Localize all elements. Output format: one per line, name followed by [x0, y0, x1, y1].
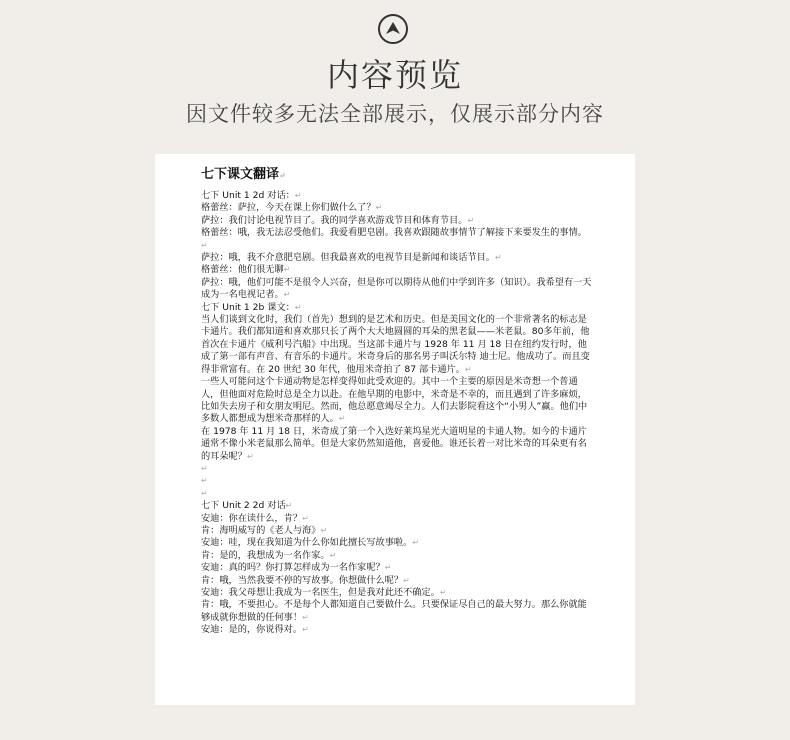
paragraph-mark: ↵ [201, 240, 208, 250]
document-line [201, 488, 593, 500]
paragraph-mark: ↵ [294, 302, 302, 312]
paragraph-mark: ↵ [294, 191, 302, 200]
document-lines [201, 190, 593, 637]
arrow-up-icon [384, 20, 402, 38]
document-preview [155, 154, 635, 705]
paragraph-mark: ↵ [464, 364, 472, 374]
paragraph-mark: ↵ [467, 215, 475, 225]
paragraph-mark: ↵ [283, 290, 291, 300]
document-line: 七下 Unit 2 2d 对话↵ [201, 500, 293, 512]
paragraph-mark: ↵ [283, 265, 291, 275]
paragraph-mark: ↵ [403, 575, 410, 585]
paragraph-mark: ↵ [320, 525, 328, 535]
document-line [201, 475, 593, 487]
paragraph-mark: ↵ [439, 588, 447, 597]
paragraph-mark: ↵ [375, 203, 383, 213]
document-line: 肯：哦，不要担心。不是每个人都知道自己要做什么。只要保证尽自己的最大努力。那么你就能够成就你想做的任何事！↵ [201, 599, 587, 623]
page-title: 内容预览 [326, 56, 463, 94]
paragraph-mark: ↵ [338, 414, 346, 424]
document-line: 萨拉：哦，他们可能不是很令人兴奋，但是你可以期待从他们中学到许多（知识）。我希望有一天成为一名电视记者。↵ [201, 276, 592, 301]
document-line: 格蕾丝：他们很无聊↵ [201, 264, 291, 276]
paragraph-mark: ↵ [495, 253, 502, 263]
scroll-up-icon[interactable] [378, 14, 408, 44]
document-line: 肯：海明威写的《老人与海》↵ [201, 524, 328, 536]
paragraph-mark: ↵ [302, 625, 309, 635]
document-body [201, 166, 593, 637]
paragraph-mark: ↵ [302, 612, 309, 622]
paragraph-mark: ↵ [201, 476, 208, 486]
document-line: 当人们谈到文化时，我们（首先）想到的是艺术和历史。但是美国文化的一个非常著名的标志是卡通片。我们都知道和喜欢那只长了两个大大地圆圆的耳朵的黑老鼠——米老鼠。80多年前，他首次在卡通片《威利号汽船》中出现。当这部卡通片与 1928 年 11 月 18 日在纽约发行时，他成了第一部有声音、有音乐的卡通片。米奇身后的那名男子叫沃尔特 迪士尼。他成功了。而且变得非常富有。在 20 世纪 30 年代，他用米奇拍了 87 部卡通片。↵ [201, 314, 590, 375]
paragraph-mark: ↵ [302, 513, 309, 523]
paragraph-mark: ↵ [201, 488, 208, 498]
document-line: 七下 Unit 1 2d 对话：↵ [201, 190, 302, 201]
document-line: 萨拉：我们讨论电视节目了。我的同学喜欢游戏节目和体育节目。↵ [201, 214, 475, 226]
paragraph-mark: ↵ [285, 501, 293, 511]
document-line: 在 1978 年 11 月 18 日，米奇成了第一个入选好莱坞星光大道明星的卡通人物。如今的卡通片通常不像小米老鼠那么简单。但是大家仍然知道他，喜爱他。谁还长着一对比米奇的耳朵更有名的耳朵呢？↵ [201, 425, 587, 462]
paragraph-mark: ↵ [384, 563, 392, 573]
document-line: 安迪：你在读什么，肯？↵ [201, 512, 309, 524]
document-title: 七下课文翻译↵ [201, 167, 286, 182]
document-line: 肯：哦，当然我要不停的写故事。你想做什么呢？↵ [201, 574, 410, 586]
document-line: 安迪：哇，现在我知道为什么你如此擅长写故事啦。↵ [201, 537, 420, 549]
document-line: 一些人可能问这个卡通动物是怎样变得如此受欢迎的。其中一个主要的原因是米奇想一个普通人，但他面对危险时总是全力以赴。在他早期的电影中，米奇是不幸的，而且遇到了许多麻烦，比如失去房子和女朋友明尼。然而，他总愿意竭尽全力。人们去影院看这个“小男人”赢。他们中多数人都想成为想米奇那样的人。↵ [201, 376, 588, 425]
document-line: 安迪：真的吗？你打算怎样成为一名作家呢？↵ [201, 562, 392, 574]
paragraph-mark: ↵ [329, 550, 337, 560]
paragraph-mark: ↵ [246, 451, 254, 461]
document-line: 萨拉：哦，我不介意肥皂剧。但我最喜欢的电视节目是新闻和谈话节目。↵ [201, 252, 502, 264]
paragraph-mark: ↵ [412, 538, 420, 548]
document-line: 格蕾丝：萨拉，今天在课上你们做什么了？↵ [201, 202, 383, 214]
page-subtitle: 因文件较多无法全部展示，仅展示部分内容 [186, 102, 604, 126]
document-line: 肯：是的，我想成为一名作家。↵ [201, 549, 337, 561]
document-line: 安迪：是的，你说得对。↵ [201, 624, 309, 636]
document-line: 七下 Unit 1 2b 课文：↵ [201, 301, 302, 313]
paragraph-mark: ↵ [201, 463, 208, 473]
document-line: 安迪：我父母想让我成为一名医生，但是我对此还不确定。↵ [201, 587, 447, 598]
document-line [201, 463, 593, 475]
document-line: 格蕾丝：哦，我无法忍受他们。我爱看肥皂剧。我喜欢跟随故事情节了解接下来要发生的事情。↵ [201, 227, 587, 250]
